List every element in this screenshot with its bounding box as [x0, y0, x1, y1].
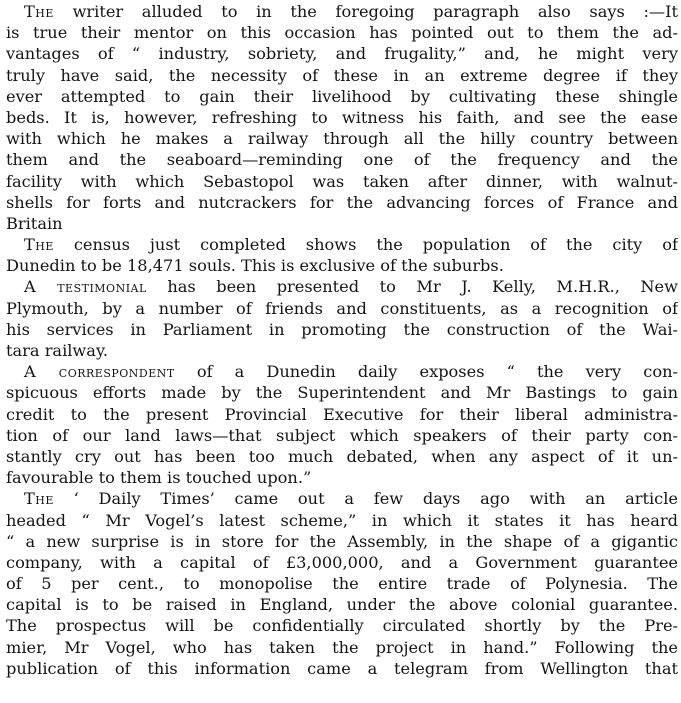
paragraph-line: Plymouth, by a number of friends and constituents, as a recognition of	[6, 298, 678, 318]
paragraph-line	[6, 488, 678, 509]
paragraph-line: mier, Mr Vogel, who has taken the project in hand.” Following the	[6, 637, 678, 657]
paragraph-line: “ a new surprise is in store for the Assembly, in the shape of a gigantic	[6, 531, 678, 551]
paragraph-line: shells for forts and nutcrackers for the advancing forces of France and	[6, 192, 678, 212]
paragraph-line: vantages of “ industry, sobriety, and frugality,” and, he might very	[6, 44, 678, 64]
paragraph-line	[6, 1, 678, 22]
paragraph-line: The prospectus will be confidentially circulated shortly by the Pre-	[6, 616, 678, 636]
paragraph-line: facility with which Sebastopol was taken after dinner, with walnut-	[6, 171, 678, 191]
paragraph-line: credit to the present Provincial Executive for their liberal administra-	[6, 404, 678, 424]
lead-word: The	[24, 235, 54, 255]
paragraph-line	[6, 276, 678, 297]
line-text: has been presented to Mr J. Kelly, M.H.R., New	[146, 277, 678, 297]
paragraph-line: publication of this information came a telegram from Wellington that	[6, 658, 678, 678]
lead-word: A testimonial	[24, 277, 147, 297]
paragraph-line: tion of our land laws—that subject which speakers of their party con-	[6, 425, 678, 445]
paragraph-testimonial	[6, 276, 678, 361]
line-text: census just completed shows the population of the city of	[53, 235, 678, 255]
paragraph-census	[6, 234, 678, 276]
paragraph-line: favourable to them is touched upon.”	[6, 468, 312, 488]
newspaper-column	[6, 1, 678, 679]
lead-word: The	[24, 489, 54, 509]
paragraph-line: headed “ Mr Vogel’s latest scheme,” in which it states it has heard	[6, 510, 678, 530]
paragraph-line: Dunedin to be 18,471 souls. This is exclusive of the suburbs.	[6, 256, 504, 276]
lead-word: A correspondent	[24, 362, 175, 382]
paragraph-line: company, with a capital of £3,000,000, and a Government guarantee	[6, 552, 678, 572]
paragraph-line: ever attempted to gain their livelihood by cultivating these shingle	[6, 86, 678, 106]
paragraph-line: capital is to be raised in England, under the above colonial guarantee.	[6, 595, 678, 615]
paragraph-line: stantly cry out has been too much debated, when any aspect of it un-	[6, 446, 678, 466]
paragraph-line: beds. It is, however, refreshing to witness his faith, and see the ease	[6, 107, 678, 127]
paragraph-daily-times	[6, 488, 678, 679]
paragraph-line: his services in Parliament in promoting the construction of the Wai-	[6, 319, 678, 339]
paragraph-line: them and the seaboard—reminding one of the frequency and the	[6, 150, 678, 170]
paragraph-line	[6, 361, 678, 382]
paragraph-writer	[6, 1, 678, 234]
paragraph-line: Britain	[6, 213, 63, 233]
line-text: ‘ Daily Times’ came out a few days ago with an article	[53, 489, 678, 509]
paragraph-line: with which he makes a railway through all the hilly country between	[6, 129, 678, 149]
paragraph-line: tara railway.	[6, 341, 109, 360]
paragraph-line: truly have said, the necessity of these in an extreme degree if they	[6, 65, 678, 85]
paragraph-line	[6, 234, 678, 255]
line-text: of a Dunedin daily exposes “ the very con-	[174, 362, 678, 382]
paragraph-line: is true their mentor on this occasion has pointed out to them the ad-	[6, 23, 678, 43]
line-text: writer alluded to in the foregoing paragraph also says :—It	[53, 2, 678, 21]
paragraph-line: spicuous efforts made by the Superintendent and Mr Bastings to gain	[6, 383, 678, 403]
lead-word: The	[24, 2, 54, 21]
paragraph-line: of 5 per cent., to monopolise the entire trade of Polynesia. The	[6, 574, 678, 594]
paragraph-correspondent	[6, 361, 678, 488]
